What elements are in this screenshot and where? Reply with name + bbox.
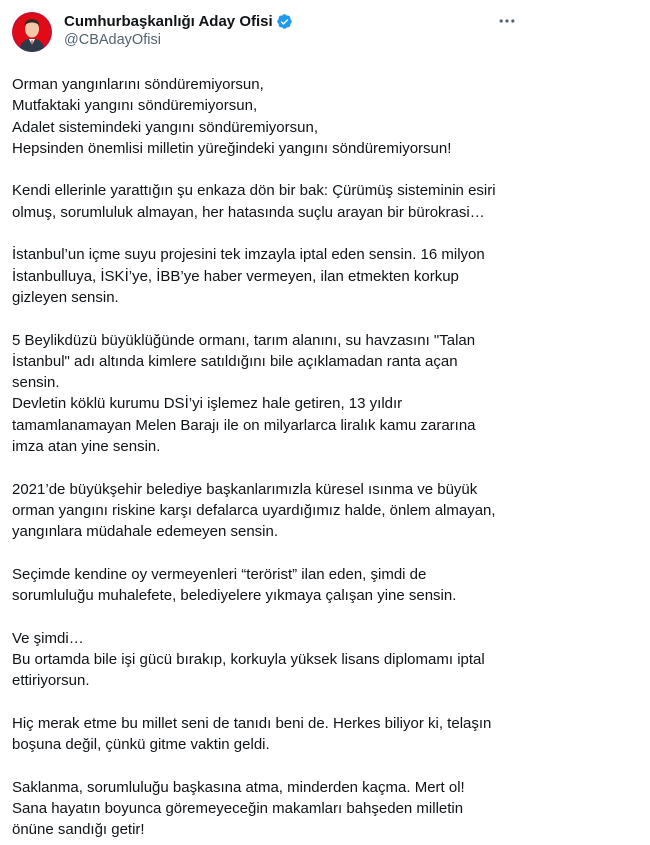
avatar-image [12,12,52,52]
name-row [64,12,293,31]
author-handle[interactable]: @CBAdayOfisi [64,32,161,48]
tweet-paragraph: Ve şimdi… Bu ortamda bile işi gücü bırakıp, korkuyla yüksek lisans diplomamı iptal ettiriyorsun. [12,629,485,690]
tweet-paragraph: Kendi ellerinle yarattığın şu enkaza dön bir bak: Çürümüş sisteminin esiri olmuş, sorumluluk almayan, her hatasında suçlu arayan bir bürokrasi… [12,182,496,221]
avatar[interactable] [12,12,52,52]
tweet-text [12,74,640,841]
tweet-paragraph: Saklanma, sorumluluğu başkasına atma, minderden kaçma. Mert ol! Sana hayatın boyunca göremeyeceğin makamları bahşeden milletin önüne sandığı getir! [12,778,465,839]
author-names [64,10,293,48]
verified-badge-icon [276,13,293,30]
tweet-header [12,10,640,60]
author-display-name[interactable]: Cumhurbaşkanlığı Aday Ofisi [64,13,273,30]
tweet-paragraph: İstanbul’un içme suyu projesini tek imzayla iptal eden sensin. 16 milyon İstanbulluya, İSKİ’ye, İBB’ye haber vermeyen, ilan etmekten korkup gizleyen sensin. [12,246,485,306]
tweet-paragraph: Orman yangınlarını söndüremiyorsun, Mutfaktaki yangını söndüremiyorsun, Adalet sistemindeki yangını söndüremiyorsun, Hepsinden önemlisi milletin yüreğindeki yangını söndüremiyorsun! [12,76,452,157]
tweet-paragraph: 2021’de büyükşehir belediye başkanlarımızla küresel ısınma ve büyük orman yangını riskine karşı defalarca uyardığımız halde, önlem almayan, yangınlara müdahale edemeyen sensin. [12,480,496,541]
tweet-paragraph: Hiç merak etme bu millet seni de tanıdı beni de. Herkes biliyor ki, telaşın boşuna değil, çünkü gitme vaktin geldi. [12,714,492,754]
more-options-button[interactable] [492,10,522,32]
more-horizontal-icon [497,11,517,31]
tweet-paragraph: 5 Beylikdüzü büyüklüğünde ormanı, tarım alanını, su havzasını "Talan İstanbul" adı altında kimlere satıldığını bile açıklamadan ranta açan sensin. Devletin köklü kurumu DSİ’yi işlemez hale getiren, 13 yıldır tamamlanamayan Melen Barajı ile on milyarlarca liralık kamu zararına imza atan yine sensin. [12,331,476,456]
tweet-paragraph: Seçimde kendine oy vermeyenleri “terörist” ilan eden, şimdi de sorumluluğu muhalefete, belediyelere yıkmaya çalışan yine sensin. [12,565,457,605]
